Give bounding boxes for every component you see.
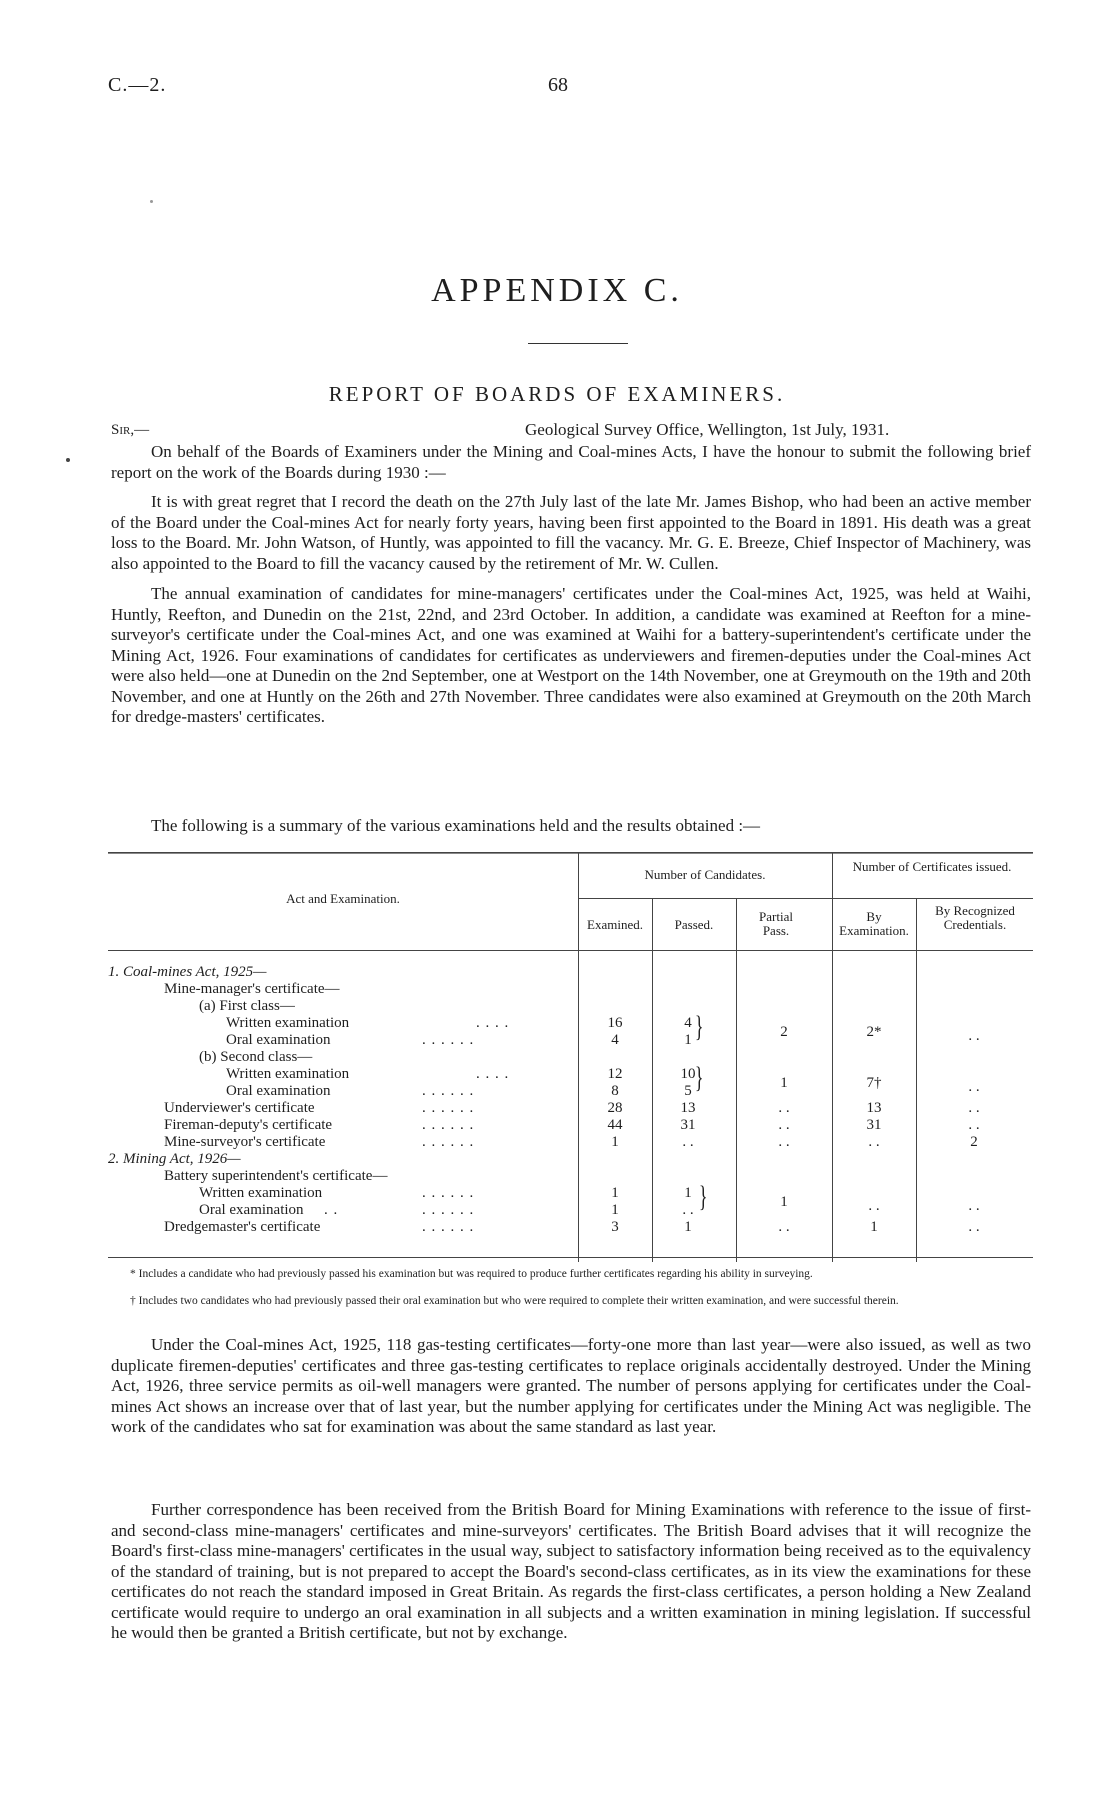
value-cell: 31: [866, 1117, 882, 1133]
value-cell: . .: [778, 1219, 790, 1235]
leader-dots: . . . . . .: [422, 1117, 475, 1133]
column-rule: [832, 852, 833, 1262]
appendix-title: APPENDIX C.: [431, 272, 683, 309]
examinations-table: [108, 852, 1033, 1262]
value-cell: . .: [778, 1100, 790, 1116]
value-cell: 1: [684, 1185, 692, 1201]
header-act: Act and Examination.: [286, 891, 400, 906]
header-passed: Passed.: [674, 917, 714, 932]
value-cell: 31: [680, 1117, 696, 1133]
table-rule: [108, 1257, 1033, 1258]
leader-dots: . . . . . .: [422, 1083, 475, 1099]
paragraph-intro: On behalf of the Boards of Examiners under the Mining and Coal-mines Acts, I have the honour to submit the following brief report on the work of the Boards during 1930 :—: [111, 442, 1031, 482]
column-rule: [652, 898, 653, 1262]
column-rule: [578, 852, 579, 1262]
row-label: Fireman-deputy's certificate: [164, 1117, 333, 1133]
header-by-credentials: By Recognized Credentials.: [935, 903, 1015, 932]
header-partial-pass: Partial Pass.: [759, 909, 793, 938]
paragraph-examinations: The annual examination of candidates for mine-managers' certificates under the Coal-mines Act, 1925, was held at Waihi, Huntly, Reefton, and Dunedin on the 21st, 22nd, and 23rd October. In addition, a candidate was examined at Reefton for a mine-surveyor's certificate under the Coal-mines Act, and one was examined at Waihi for a battery-superintendent's certificate under the Mining Act, 1926. Four examinations of candidates for certificates as underviewers and firemen-deputies under the Coal-mines Act were also held—one at Dunedin on the 2nd September, one at Westport on the 14th November, one at Greymouth on the 19th and 20th November, and one at Huntly on the 26th and 27th November. Three candidates were also examined at Greymouth on the 20th March for dredge-masters' certificates.: [111, 584, 1031, 726]
value-cell: . .: [968, 1219, 980, 1235]
value-cell: 1: [684, 1032, 692, 1048]
row-mine-manager: Mine-manager's certificate—: [164, 981, 340, 997]
value-cell: 12: [607, 1066, 623, 1082]
leader-dots: . . . . . .: [422, 1185, 475, 1201]
value-cell: 1: [611, 1134, 619, 1150]
value-cell: 7†: [866, 1075, 882, 1091]
footnote-asterisk: * Includes a candidate who had previously passed his examination but was required to produce further certificates regarding his ability in surveying.: [130, 1268, 813, 1280]
paragraph-gas-testing: Under the Coal-mines Act, 1925, 118 gas-testing certificates—forty-one more than last year—were also issued, as well as two duplicate firemen-deputies' certificates and three gas-testing certificates to replace originals accidentally destroyed. Under the Mining Act, 1926, three service permits as oil-well managers were granted. The number of persons applying for certificates under the Coal-mines Act shows an increase over that of last year, but the number applying for certificates under the Mining Act was negligible. The work of the candidates who sat for examination was about the same standard as last year.: [111, 1335, 1031, 1436]
value-cell: 2: [970, 1134, 978, 1150]
leader-dots: . . . . . .: [422, 1100, 475, 1116]
row-label: Written examination: [226, 1015, 350, 1031]
column-rule: [916, 898, 917, 1262]
row-label: Underviewer's certificate: [164, 1100, 315, 1116]
row-label: Written examination: [226, 1066, 350, 1082]
row-label: Oral examination: [199, 1202, 304, 1218]
header-by-examination: By Examination.: [839, 909, 909, 938]
value-cell: 1: [780, 1194, 788, 1210]
value-cell: 4: [611, 1032, 619, 1048]
document-reference: C.—2.: [108, 74, 167, 96]
leader-dots: . . . .: [476, 1015, 510, 1031]
value-cell: . .: [968, 1100, 980, 1116]
header-certificates: Number of Certificates issued.: [852, 859, 1012, 874]
paragraph-british-board: Further correspondence has been received from the British Board for Mining Examinations with reference to the issue of first- and second-class mine-managers' certificates and mine-surveyors' certificates. The British Board advises that it will recognize the Board's first-class mine-managers' certificates in the usual way, subject to satisfactory information being received as to the equivalency of the standard of training, but is not prepared to accept the Board's second-class certificates, as in its view the examinations for these certificates do not reach the standard imposed in Great Britain. As regards the first-class certificates, a person holding a New Zealand certificate would require to undergo an oral examination in all subjects and a written examination in mining legislation. If successful he would then be granted a British certificate, but not by exchange.: [111, 1500, 1031, 1642]
paragraph-board-members: It is with great regret that I record the death on the 27th July last of the late Mr. James Bishop, who had been an active member of the Board under the Coal-mines Act for nearly forty years, having been first appointed to the Board in 1891. His death was a great loss to the Board. Mr. John Watson, of Huntly, was appointed to fill the vacancy. Mr. G. E. Breeze, Chief Inspector of Machinery, was also appointed to the Board to fill the vacancy caused by the retirement of Mr. W. Cullen.: [111, 492, 1031, 573]
row-mining-act: 2. Mining Act, 1926—: [108, 1151, 241, 1167]
value-cell: 1: [870, 1219, 878, 1235]
header-candidates: Number of Candidates.: [644, 867, 766, 882]
value-cell: . .: [778, 1117, 790, 1133]
scan-mark: [150, 200, 153, 203]
paragraph-summary-intro: The following is a summary of the various examinations held and the results obtained :—: [151, 816, 761, 835]
leader-dots: . .: [324, 1202, 339, 1218]
row-first-class: (a) First class—: [199, 998, 295, 1014]
table-rule: [578, 898, 1033, 899]
leader-dots: . . . . . .: [422, 1032, 475, 1048]
value-cell: 13: [680, 1100, 696, 1116]
row-label: Written examination: [199, 1185, 323, 1201]
footnote-dagger: † Includes two candidates who had previously passed their oral examination but who were required to complete their written examination, and were successful therein.: [130, 1295, 899, 1307]
title-divider: [528, 343, 628, 344]
value-cell: . .: [682, 1202, 694, 1218]
brace-icon: }: [694, 1010, 704, 1043]
value-cell: . .: [968, 1028, 980, 1044]
value-cell: . .: [968, 1117, 980, 1133]
row-label: Dredgemaster's certificate: [164, 1219, 321, 1235]
value-cell: 16: [607, 1015, 623, 1031]
row-second-class: (b) Second class—: [199, 1049, 313, 1065]
page-number: 68: [548, 74, 568, 96]
leader-dots: . . . . . .: [422, 1202, 475, 1218]
value-cell: 3: [611, 1219, 619, 1235]
row-label: Oral examination: [226, 1032, 331, 1048]
value-cell: 10: [680, 1066, 696, 1082]
table-rule: [108, 950, 1033, 951]
value-cell: 5: [684, 1083, 692, 1099]
brace-icon: }: [698, 1180, 708, 1213]
value-cell: 44: [607, 1117, 623, 1133]
value-cell: 1: [611, 1202, 619, 1218]
value-cell: 13: [866, 1100, 882, 1116]
value-cell: . .: [968, 1079, 980, 1095]
value-cell: 2*: [866, 1024, 882, 1040]
dateline: Geological Survey Office, Wellington, 1st July, 1931.: [525, 420, 890, 439]
value-cell: 1: [611, 1185, 619, 1201]
table-rule: [108, 853, 1033, 854]
row-label: Mine-surveyor's certificate: [164, 1134, 326, 1150]
row-battery: Battery superintendent's certificate—: [164, 1168, 388, 1184]
column-rule: [736, 898, 737, 1262]
brace-icon: }: [694, 1061, 704, 1094]
header-examined: Examined.: [587, 917, 643, 932]
value-cell: 2: [780, 1024, 788, 1040]
row-label: Oral examination: [226, 1083, 331, 1099]
value-cell: . .: [682, 1134, 694, 1150]
leader-dots: . . . . . .: [422, 1219, 475, 1235]
value-cell: 1: [684, 1219, 692, 1235]
value-cell: . .: [968, 1198, 980, 1214]
value-cell: . .: [868, 1198, 880, 1214]
scan-mark: [66, 458, 70, 462]
salutation: Sir,—: [111, 422, 150, 438]
value-cell: 1: [780, 1075, 788, 1091]
report-title: REPORT OF BOARDS OF EXAMINERS.: [328, 382, 786, 406]
leader-dots: . . . . . .: [422, 1134, 475, 1150]
leader-dots: . . . .: [476, 1066, 510, 1082]
value-cell: 4: [684, 1015, 692, 1031]
value-cell: 8: [611, 1083, 619, 1099]
row-coal-mines-act: 1. Coal-mines Act, 1925—: [108, 964, 267, 980]
value-cell: 28: [607, 1100, 623, 1116]
value-cell: . .: [778, 1134, 790, 1150]
value-cell: . .: [868, 1134, 880, 1150]
